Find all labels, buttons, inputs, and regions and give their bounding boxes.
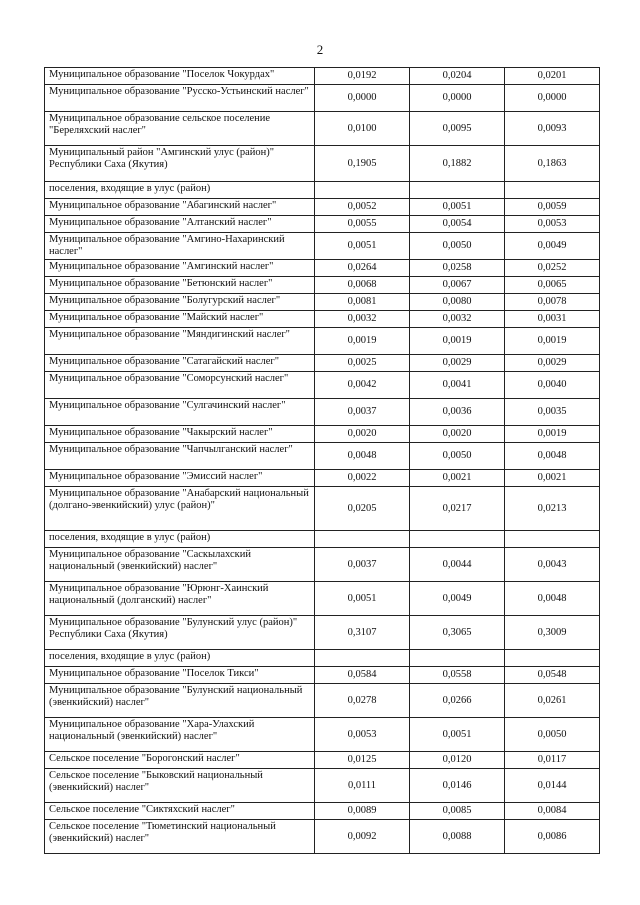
- table-row: [45, 233, 600, 260]
- row-value-cell: 0,0051: [315, 233, 410, 260]
- row-value-cell: 0,0117: [505, 752, 600, 769]
- row-value-cell: 0,0261: [505, 684, 600, 718]
- row-value-cell: 0,0000: [315, 85, 410, 112]
- table-row: [45, 667, 600, 684]
- row-value-cell: 0,0086: [505, 820, 600, 854]
- row-value-cell: 0,0078: [505, 294, 600, 311]
- table-row: [45, 718, 600, 752]
- row-name-cell: поселения, входящие в улус (район): [45, 650, 315, 667]
- table-row: [45, 548, 600, 582]
- row-value-cell: 0,0584: [315, 667, 410, 684]
- table-row: [45, 752, 600, 769]
- row-name-cell: Муниципальное образование "Поселок Тикси": [45, 667, 315, 684]
- row-value-cell: 0,0052: [315, 199, 410, 216]
- row-value-cell: 0,0048: [505, 582, 600, 616]
- row-value-cell: [410, 650, 505, 667]
- row-value-cell: [315, 531, 410, 548]
- table-row: [45, 684, 600, 718]
- row-value-cell: 0,0059: [505, 199, 600, 216]
- row-name-cell: Муниципальное образование "Саскылахский национальный (эвенкийский) наслег": [45, 548, 315, 582]
- table-body: [45, 68, 600, 854]
- row-value-cell: 0,0081: [315, 294, 410, 311]
- row-value-cell: 0,0258: [410, 260, 505, 277]
- row-value-cell: 0,0053: [315, 718, 410, 752]
- row-name-cell: Сельское поселение "Тюметинский национальный (эвенкийский) наслег": [45, 820, 315, 854]
- row-value-cell: 0,0088: [410, 820, 505, 854]
- row-name-cell: Муниципальное образование "Мяндигинский наслег": [45, 328, 315, 355]
- table-row: [45, 216, 600, 233]
- row-name-cell: Муниципальное образование "Чапчылганский наслег": [45, 443, 315, 470]
- row-name-cell: Муниципальное образование "Чакырский наслег": [45, 426, 315, 443]
- row-name-cell: Сельское поселение "Борогонский наслег": [45, 752, 315, 769]
- row-value-cell: 0,0000: [505, 85, 600, 112]
- row-value-cell: [505, 182, 600, 199]
- row-name-cell: Муниципальное образование "Сатагайский наслег": [45, 355, 315, 372]
- row-value-cell: 0,0042: [315, 372, 410, 399]
- row-value-cell: 0,0000: [410, 85, 505, 112]
- row-value-cell: [505, 650, 600, 667]
- row-value-cell: 0,0100: [315, 112, 410, 146]
- row-value-cell: 0,3009: [505, 616, 600, 650]
- row-value-cell: 0,0032: [315, 311, 410, 328]
- table-row: [45, 85, 600, 112]
- row-value-cell: 0,0548: [505, 667, 600, 684]
- row-value-cell: 0,0020: [410, 426, 505, 443]
- row-name-cell: Сельское поселение "Сиктяхский наслег": [45, 803, 315, 820]
- row-value-cell: [505, 531, 600, 548]
- row-value-cell: 0,0146: [410, 769, 505, 803]
- row-name-cell: Муниципальное образование "Амгино-Нахаринский наслег": [45, 233, 315, 260]
- row-value-cell: 0,3107: [315, 616, 410, 650]
- row-value-cell: 0,0036: [410, 399, 505, 426]
- table-row: [45, 616, 600, 650]
- row-name-cell: Муниципальное образование "Хара-Улахский национальный (эвенкийский) наслег": [45, 718, 315, 752]
- table-row: [45, 68, 600, 85]
- row-value-cell: 0,0213: [505, 487, 600, 531]
- row-value-cell: 0,0022: [315, 470, 410, 487]
- row-name-cell: Муниципальное образование "Поселок Чокурдах": [45, 68, 315, 85]
- table-row: [45, 470, 600, 487]
- row-value-cell: 0,0201: [505, 68, 600, 85]
- row-value-cell: [315, 650, 410, 667]
- row-value-cell: 0,0054: [410, 216, 505, 233]
- row-value-cell: 0,0019: [315, 328, 410, 355]
- row-name-cell: поселения, входящие в улус (район): [45, 182, 315, 199]
- table-row: [45, 399, 600, 426]
- row-name-cell: Муниципальное образование "Алтанский наслег": [45, 216, 315, 233]
- table-row: [45, 311, 600, 328]
- row-value-cell: 0,0037: [315, 548, 410, 582]
- table-row: [45, 146, 600, 182]
- row-value-cell: 0,0144: [505, 769, 600, 803]
- row-name-cell: поселения, входящие в улус (район): [45, 531, 315, 548]
- row-value-cell: 0,0093: [505, 112, 600, 146]
- row-value-cell: 0,0205: [315, 487, 410, 531]
- table-row: [45, 443, 600, 470]
- table-row: [45, 355, 600, 372]
- table-row: [45, 582, 600, 616]
- table-row: [45, 426, 600, 443]
- row-name-cell: Муниципальное образование "Русско-Устьинский наслег": [45, 85, 315, 112]
- row-name-cell: Муниципальное образование "Эмиссий наслег": [45, 470, 315, 487]
- row-value-cell: 0,0092: [315, 820, 410, 854]
- table-row: [45, 199, 600, 216]
- row-name-cell: Муниципальное образование "Сулгачинский наслег": [45, 399, 315, 426]
- row-value-cell: 0,0043: [505, 548, 600, 582]
- data-table: [44, 67, 600, 854]
- row-value-cell: [410, 531, 505, 548]
- row-name-cell: Муниципальное образование "Анабарский национальный (долгано-эвенкийский) улус (район)": [45, 487, 315, 531]
- row-value-cell: 0,0032: [410, 311, 505, 328]
- table-row: [45, 650, 600, 667]
- table-row: [45, 531, 600, 548]
- row-value-cell: 0,3065: [410, 616, 505, 650]
- row-value-cell: 0,0025: [315, 355, 410, 372]
- row-name-cell: Муниципальное образование сельское поселение "Береляхский наслег": [45, 112, 315, 146]
- row-value-cell: 0,0067: [410, 277, 505, 294]
- row-name-cell: Муниципальное образование "Юрюнг-Хаинский национальный (долганский) наслег": [45, 582, 315, 616]
- row-value-cell: [410, 182, 505, 199]
- row-value-cell: 0,0048: [505, 443, 600, 470]
- row-value-cell: 0,1882: [410, 146, 505, 182]
- row-value-cell: 0,0019: [505, 426, 600, 443]
- row-name-cell: Муниципальное образование "Майский наслег": [45, 311, 315, 328]
- row-value-cell: 0,0217: [410, 487, 505, 531]
- row-value-cell: 0,0120: [410, 752, 505, 769]
- row-value-cell: 0,0264: [315, 260, 410, 277]
- row-name-cell: Муниципальное образование "Болугурский наслег": [45, 294, 315, 311]
- row-value-cell: 0,0558: [410, 667, 505, 684]
- table-row: [45, 294, 600, 311]
- row-value-cell: 0,0049: [505, 233, 600, 260]
- row-value-cell: 0,0021: [505, 470, 600, 487]
- row-value-cell: 0,0080: [410, 294, 505, 311]
- row-value-cell: 0,0041: [410, 372, 505, 399]
- row-value-cell: 0,0020: [315, 426, 410, 443]
- table-row: [45, 820, 600, 854]
- row-value-cell: 0,0021: [410, 470, 505, 487]
- row-value-cell: 0,0068: [315, 277, 410, 294]
- row-value-cell: 0,0040: [505, 372, 600, 399]
- row-value-cell: [315, 182, 410, 199]
- row-value-cell: 0,0051: [410, 199, 505, 216]
- row-value-cell: 0,0050: [505, 718, 600, 752]
- row-value-cell: 0,0051: [315, 582, 410, 616]
- row-name-cell: Муниципальное образование "Булунский улус (район)" Республики Саха (Якутия): [45, 616, 315, 650]
- row-value-cell: 0,1863: [505, 146, 600, 182]
- row-name-cell: Муниципальный район "Амгинский улус (район)" Республики Саха (Якутия): [45, 146, 315, 182]
- row-value-cell: 0,0050: [410, 233, 505, 260]
- row-name-cell: Муниципальное образование "Абагинский наслег": [45, 199, 315, 216]
- row-value-cell: 0,0037: [315, 399, 410, 426]
- row-value-cell: 0,0048: [315, 443, 410, 470]
- row-name-cell: Муниципальное образование "Соморсунский наслег": [45, 372, 315, 399]
- table-row: [45, 769, 600, 803]
- row-value-cell: 0,0204: [410, 68, 505, 85]
- row-value-cell: 0,0055: [315, 216, 410, 233]
- row-value-cell: 0,0049: [410, 582, 505, 616]
- table-row: [45, 182, 600, 199]
- row-value-cell: 0,0065: [505, 277, 600, 294]
- row-name-cell: Муниципальное образование "Бетюнский наслег": [45, 277, 315, 294]
- row-name-cell: Муниципальное образование "Амгинский наслег": [45, 260, 315, 277]
- table-row: [45, 372, 600, 399]
- table-row: [45, 260, 600, 277]
- row-value-cell: 0,0050: [410, 443, 505, 470]
- row-value-cell: 0,0029: [505, 355, 600, 372]
- table-row: [45, 328, 600, 355]
- row-value-cell: 0,0192: [315, 68, 410, 85]
- row-value-cell: 0,0111: [315, 769, 410, 803]
- row-name-cell: Сельское поселение "Быковский национальный (эвенкийский) наслег": [45, 769, 315, 803]
- row-value-cell: 0,0266: [410, 684, 505, 718]
- row-name-cell: Муниципальное образование "Булунский национальный (эвенкийский) наслег": [45, 684, 315, 718]
- table-row: [45, 112, 600, 146]
- row-value-cell: 0,0095: [410, 112, 505, 146]
- table-row: [45, 487, 600, 531]
- row-value-cell: 0,0031: [505, 311, 600, 328]
- row-value-cell: 0,0035: [505, 399, 600, 426]
- row-value-cell: 0,0019: [410, 328, 505, 355]
- row-value-cell: 0,0053: [505, 216, 600, 233]
- row-value-cell: 0,0252: [505, 260, 600, 277]
- row-value-cell: 0,0085: [410, 803, 505, 820]
- table-row: [45, 277, 600, 294]
- row-value-cell: 0,0278: [315, 684, 410, 718]
- table-row: [45, 803, 600, 820]
- page-number: 2: [316, 42, 324, 57]
- row-value-cell: 0,0125: [315, 752, 410, 769]
- row-value-cell: 0,0044: [410, 548, 505, 582]
- row-value-cell: 0,0084: [505, 803, 600, 820]
- row-value-cell: 0,1905: [315, 146, 410, 182]
- row-value-cell: 0,0019: [505, 328, 600, 355]
- row-value-cell: 0,0051: [410, 718, 505, 752]
- row-value-cell: 0,0029: [410, 355, 505, 372]
- row-value-cell: 0,0089: [315, 803, 410, 820]
